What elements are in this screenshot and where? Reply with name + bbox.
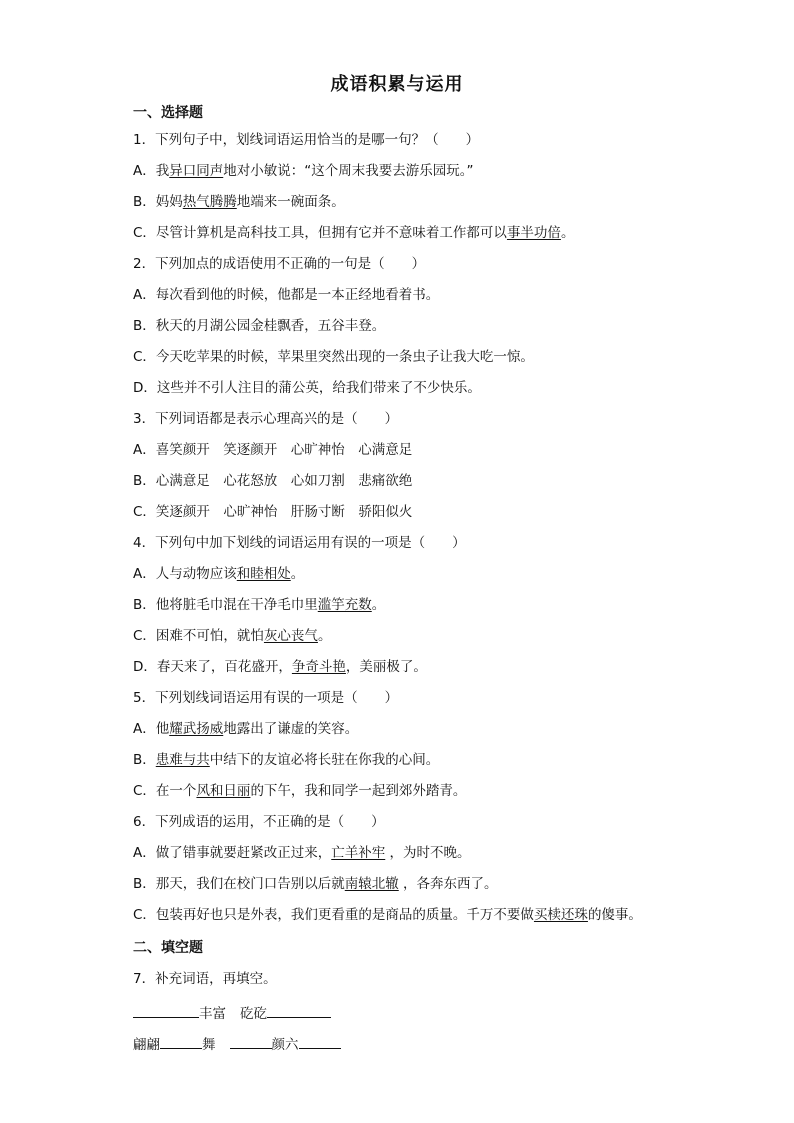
question-4-stem: 4．下列句中加下划线的词语运用有误的一项是（ ） [133, 535, 466, 551]
question-5-option-c: C．在一个风和日丽的下午，我和同学一起到郊外踏青。 [133, 783, 467, 799]
section-heading-fill: 二、填空题 [133, 940, 203, 956]
section-heading-choice: 一、选择题 [133, 105, 203, 121]
question-3-option-c: C．笑逐颜开 心旷神怡 肝肠寸断 骄阳似火 [133, 504, 413, 520]
question-4-option-d: D．春天来了，百花盛开，争奇斗艳，美丽极了。 [133, 659, 427, 675]
question-6-option-b: B．那天，我们在校门口告别以后就南辕北辙 ，各奔东西了。 [133, 876, 498, 892]
question-4-option-c: C．困难不可怕，就怕灰心丧气。 [133, 628, 332, 644]
question-2-option-d: D．这些并不引人注目的蒲公英，给我们带来了不少快乐。 [133, 380, 481, 396]
fill-blank[interactable] [230, 1034, 272, 1049]
fill-blank[interactable] [267, 1003, 331, 1018]
question-3-option-b: B．心满意足 心花怒放 心如刀割 悲痛欲绝 [133, 473, 413, 489]
underlined-idiom: 争奇斗艳 [291, 659, 346, 675]
underlined-idiom: 和睦相处 [236, 566, 291, 582]
question-6-option-a: A．做了错事就要赶紧改正过来，亡羊补牢 ，为时不晚。 [133, 845, 471, 861]
fill-blank[interactable] [160, 1034, 202, 1049]
underlined-idiom: 南辕北辙 [344, 876, 399, 892]
underlined-idiom: 灰心丧气 [263, 628, 318, 644]
question-3-stem: 3．下列词语都是表示心理高兴的是（ ） [133, 411, 399, 427]
question-1-stem: 1．下列句子中，划线词语运用恰当的是哪一句？（ ） [133, 132, 480, 148]
question-3-option-a: A．喜笑颜开 笑逐颜开 心旷神怡 心满意足 [133, 442, 413, 458]
underlined-idiom: 滥竽充数 [317, 597, 372, 613]
question-2-option-c: C．今天吃苹果的时候，苹果里突然出现的一条虫子让我大吃一惊。 [133, 349, 534, 365]
underlined-idiom: 亡羊补牢 [331, 845, 386, 861]
question-1-option-b: B．妈妈热气腾腾地端来一碗面条。 [133, 194, 345, 210]
question-4-option-b: B．他将脏毛巾混在干净毛巾里滥竽充数。 [133, 597, 386, 613]
question-6-option-c: C．包装再好也只是外表，我们更看重的是商品的质量。千万不要做买椟还珠的傻事。 [133, 907, 642, 923]
question-2-stem: 2．下列加点的成语使用不正确的一句是（ ） [133, 256, 426, 272]
underlined-idiom: 患难与共 [155, 752, 210, 768]
underlined-idiom: 热气腾腾 [182, 194, 237, 210]
underlined-idiom: 耀武扬威 [169, 721, 224, 737]
question-2-option-a: A．每次看到他的时候，他都是一本正经地看着书。 [133, 287, 440, 303]
fill-blank[interactable] [299, 1034, 341, 1049]
question-7-stem: 7．补充词语，再填空。 [133, 971, 277, 987]
question-5-option-a: A．他耀武扬威地露出了谦虚的笑容。 [133, 721, 359, 737]
fill-blank[interactable] [133, 1003, 199, 1018]
question-1-option-c: C．尽管计算机是高科技工具，但拥有它并不意味着工作都可以事半功倍。 [133, 225, 575, 241]
page-title: 成语积累与运用 [330, 74, 464, 95]
underlined-idiom: 风和日丽 [196, 783, 251, 799]
underlined-idiom: 买椟还珠 [533, 907, 588, 923]
question-6-stem: 6．下列成语的运用，不正确的是（ ） [133, 814, 385, 830]
question-1-option-a: A．我异口同声地对小敏说：“这个周末我要去游乐园玩。” [133, 163, 474, 179]
question-2-option-b: B．秋天的月湖公园金桂飘香，五谷丰登。 [133, 318, 386, 334]
underlined-idiom: 异口同声 [169, 163, 224, 179]
question-7-row-2: 翩翩 舞 颜六 [133, 1034, 341, 1054]
question-7-row-1: 丰富 矻矻 [133, 1003, 331, 1023]
underlined-idiom: 事半功倍 [506, 225, 561, 241]
question-5-stem: 5．下列划线词语运用有误的一项是（ ） [133, 690, 399, 706]
question-4-option-a: A．人与动物应该和睦相处。 [133, 566, 305, 582]
question-5-option-b: B．患难与共中结下的友谊必将长驻在你我的心间。 [133, 752, 440, 768]
